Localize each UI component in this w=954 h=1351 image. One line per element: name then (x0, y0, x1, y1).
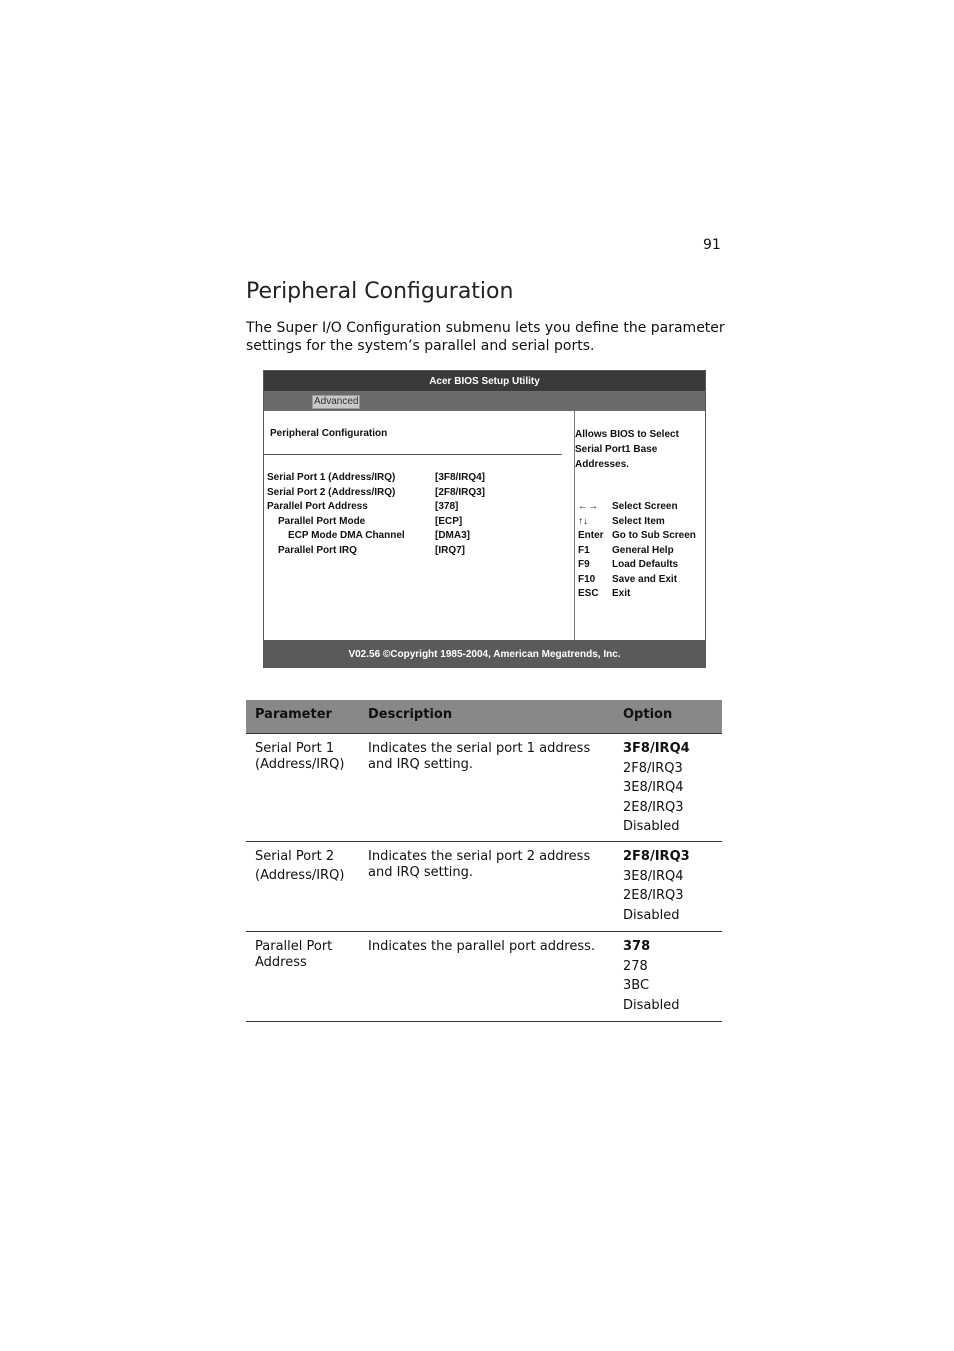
parameter-cell: Parallel Port Address (255, 939, 333, 970)
intro-paragraph: The Super I/O Configuration submenu lets you define the parameter settings for the system’s parallel and serial ports. (246, 320, 725, 354)
option: 3E8/IRQ4 (623, 868, 684, 884)
default-option: 2F8/IRQ3 (623, 849, 690, 864)
setting-label: Parallel Port Address (267, 501, 368, 512)
parameter-cell: Serial Port 2 (Address/IRQ) (255, 849, 345, 883)
setting-value[interactable]: [378] (435, 501, 459, 512)
table-header (246, 700, 722, 734)
setting-value[interactable]: [3F8/IRQ4] (435, 472, 486, 483)
bios-menu-bar (264, 391, 705, 411)
bios-body: Peripheral Configuration Serial Port 1 (Address/IRQ) [3F8/IRQ4] Serial Port 2 (Address/IRQ) [2F8/IRQ3] Parallel Port Address [378] Parallel Port Mode [ECP] ECP Mode DMA Channel [DMA3] Parallel Port IRQ [IRQ7] Allows BIOS to Select Serial Port1 Base Addresses. ←→ Select Screen ↑↓ Select Item Enter Go to Sub Screen F1 General Help F9 Load Defaults F10 Save and Exit ESC Exit (264, 411, 705, 640)
parameter-cell: Serial Port 1 (Address/IRQ) (255, 741, 345, 772)
left-right-arrow-icon: ←→ (578, 501, 598, 512)
up-down-arrow-icon: ↑↓ (578, 515, 588, 527)
option-cell (623, 849, 718, 927)
option: Disabled (623, 907, 680, 923)
default-option: 378 (623, 939, 651, 954)
bios-section-heading: Peripheral Configuration (270, 428, 388, 439)
table-row (246, 932, 722, 1022)
page-title: Peripheral Configuration (246, 279, 514, 304)
option-cell (623, 741, 718, 839)
setting-label: Serial Port 1 (Address/IRQ) (267, 472, 396, 483)
option: 2E8/IRQ3 (623, 799, 684, 815)
table-row (246, 842, 722, 932)
page-number: 91 (703, 237, 721, 253)
setting-value[interactable]: [DMA3] (435, 530, 470, 541)
header-option: Option (623, 707, 673, 722)
tab-advanced[interactable]: Advanced (314, 396, 359, 407)
setting-label: Parallel Port IRQ (278, 544, 357, 556)
option: 278 (623, 958, 648, 974)
default-option: 3F8/IRQ4 (623, 741, 690, 756)
setting-value[interactable]: [ECP] (435, 515, 463, 527)
header-parameter: Parameter (255, 707, 332, 722)
setting-value[interactable]: [2F8/IRQ3] (435, 486, 486, 498)
description-cell: Indicates the serial port 2 address and IRQ setting. (368, 849, 591, 880)
option: Disabled (623, 819, 680, 834)
bios-screenshot (263, 370, 706, 668)
description-cell: Indicates the parallel port address. (368, 939, 595, 954)
bios-title-bar: Acer BIOS Setup Utility (264, 371, 705, 391)
setting-label: ECP Mode DMA Channel (288, 530, 405, 541)
header-description: Description (368, 707, 453, 722)
setting-label: Parallel Port Mode (278, 515, 366, 527)
option: 3E8/IRQ4 (623, 780, 684, 795)
option: Disabled (623, 997, 680, 1013)
table-row (246, 734, 722, 842)
option: 2E8/IRQ3 (623, 888, 684, 903)
parameter-table (246, 700, 722, 1022)
option-cell (623, 939, 718, 1017)
option: 3BC (623, 978, 650, 993)
setting-label: Serial Port 2 (Address/IRQ) (267, 486, 396, 498)
bios-heading-divider (264, 454, 562, 455)
bios-help-text: Allows BIOS to Select Serial Port1 Base Addresses. (575, 429, 679, 470)
description-cell: Indicates the serial port 1 address and IRQ setting. (368, 741, 591, 772)
setting-value[interactable]: [IRQ7] (435, 544, 465, 556)
option: 2F8/IRQ3 (623, 760, 683, 776)
bios-footer: V02.56 ©Copyright 1985-2004, American Megatrends, Inc. (264, 640, 705, 668)
